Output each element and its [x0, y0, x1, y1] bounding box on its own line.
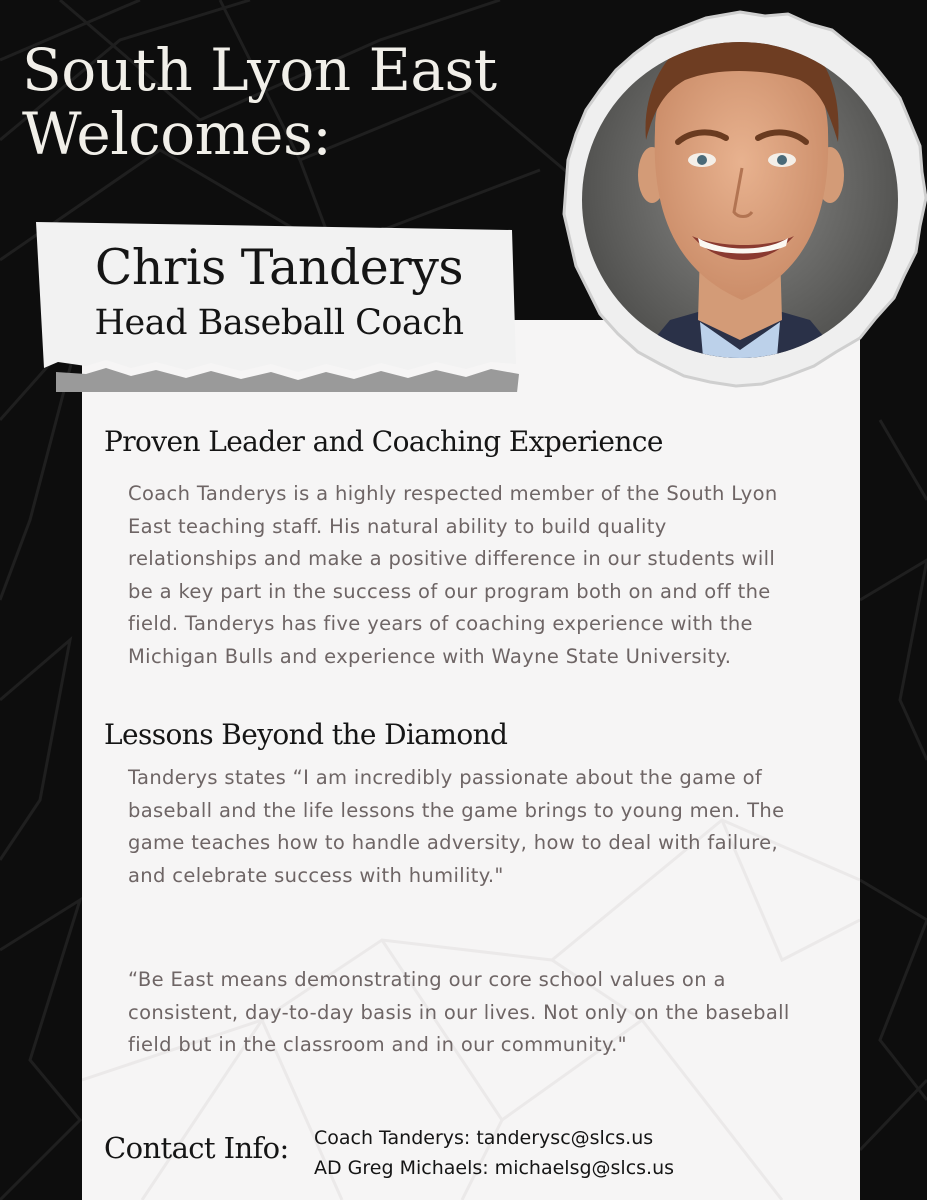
coach-name: Chris Tanderys	[94, 239, 464, 296]
name-banner	[36, 222, 522, 392]
portrait-frame	[560, 0, 927, 412]
contact-coach-email: Coach Tanderys: tanderysc@slcs.us	[314, 1127, 654, 1149]
section-title-lessons: Lessons Beyond the Diamond	[104, 718, 508, 751]
section-body-lessons: Tanderys states “I am incredibly passionate about the game of baseball and the life lessons the game brings to young men. The game teaches how to handle adversity, how to deal with failure, and celebrate success with humility."	[128, 766, 785, 887]
be-east-quote: “Be East means demonstrating our core school values on a consistent, day-to-day basis in our lives. Not only on the baseball field but in the classroom and in our community."	[128, 968, 790, 1056]
coach-title: Head Baseball Coach	[94, 303, 464, 343]
section-body-experience: Coach Tanderys is a highly respected member of the South Lyon East teaching staff. His natural ability to build quality relationships and make a positive difference in our students will be a key part in the success of our program both on and off the field. Tanderys has five years of coaching experience with the Michigan Bulls and experience with Wayne State University.	[128, 482, 778, 668]
section-title-experience: Proven Leader and Coaching Experience	[104, 425, 663, 458]
coach-portrait-image	[560, 0, 927, 412]
contact-label: Contact Info:	[104, 1131, 289, 1165]
headline: South Lyon East Welcomes:	[22, 36, 497, 168]
contact-ad-email: AD Greg Michaels: michaelsg@slcs.us	[314, 1157, 675, 1179]
